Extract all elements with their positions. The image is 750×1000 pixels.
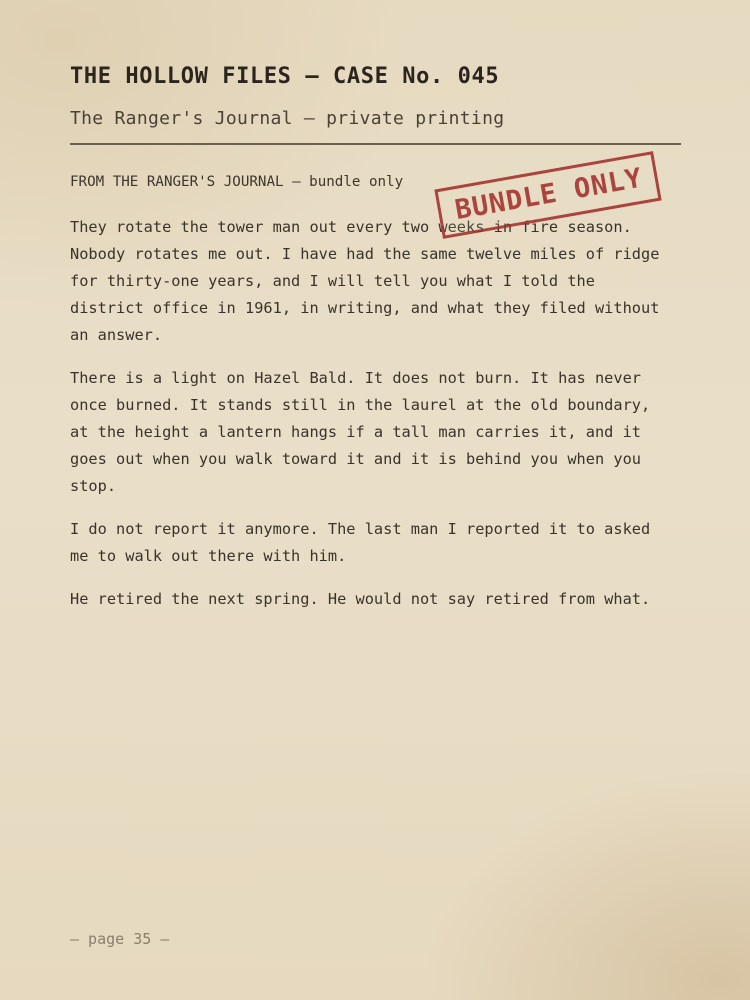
paragraph-4: He retired the next spring. He would not say retired from what. bbox=[70, 590, 651, 608]
case-title: THE HOLLOW FILES — CASE No. 045 bbox=[70, 64, 500, 89]
journal-body bbox=[70, 214, 670, 629]
paragraph-2: There is a light on Hazel Bald. It does not burn. It has never once burned. It stands still in the laurel at the old boundary, at the height a lantern hangs if a tall man carries it, and it goes out when you walk toward it and it is behind you when you stop. bbox=[70, 369, 651, 495]
bundle-only-stamp: BUNDLE ONLY bbox=[434, 151, 661, 239]
header-divider bbox=[70, 143, 681, 145]
paragraph-3: I do not report it anymore. The last man I reported it to asked me to walk out there with him. bbox=[70, 520, 651, 565]
source-line: FROM THE RANGER'S JOURNAL — bundle only bbox=[70, 174, 404, 190]
journal-page bbox=[70, 0, 681, 1000]
journal-subtitle: The Ranger's Journal — private printing bbox=[70, 108, 505, 129]
page-number: — page 35 — bbox=[70, 930, 170, 948]
paragraph-1: They rotate the tower man out every two weeks in fire season. Nobody rotates me out. I have had the same twelve miles of ridge for thirty-one years, and I will tell you what I told the district office in 1961, in writing, and what they filed without an answer. bbox=[70, 218, 660, 344]
